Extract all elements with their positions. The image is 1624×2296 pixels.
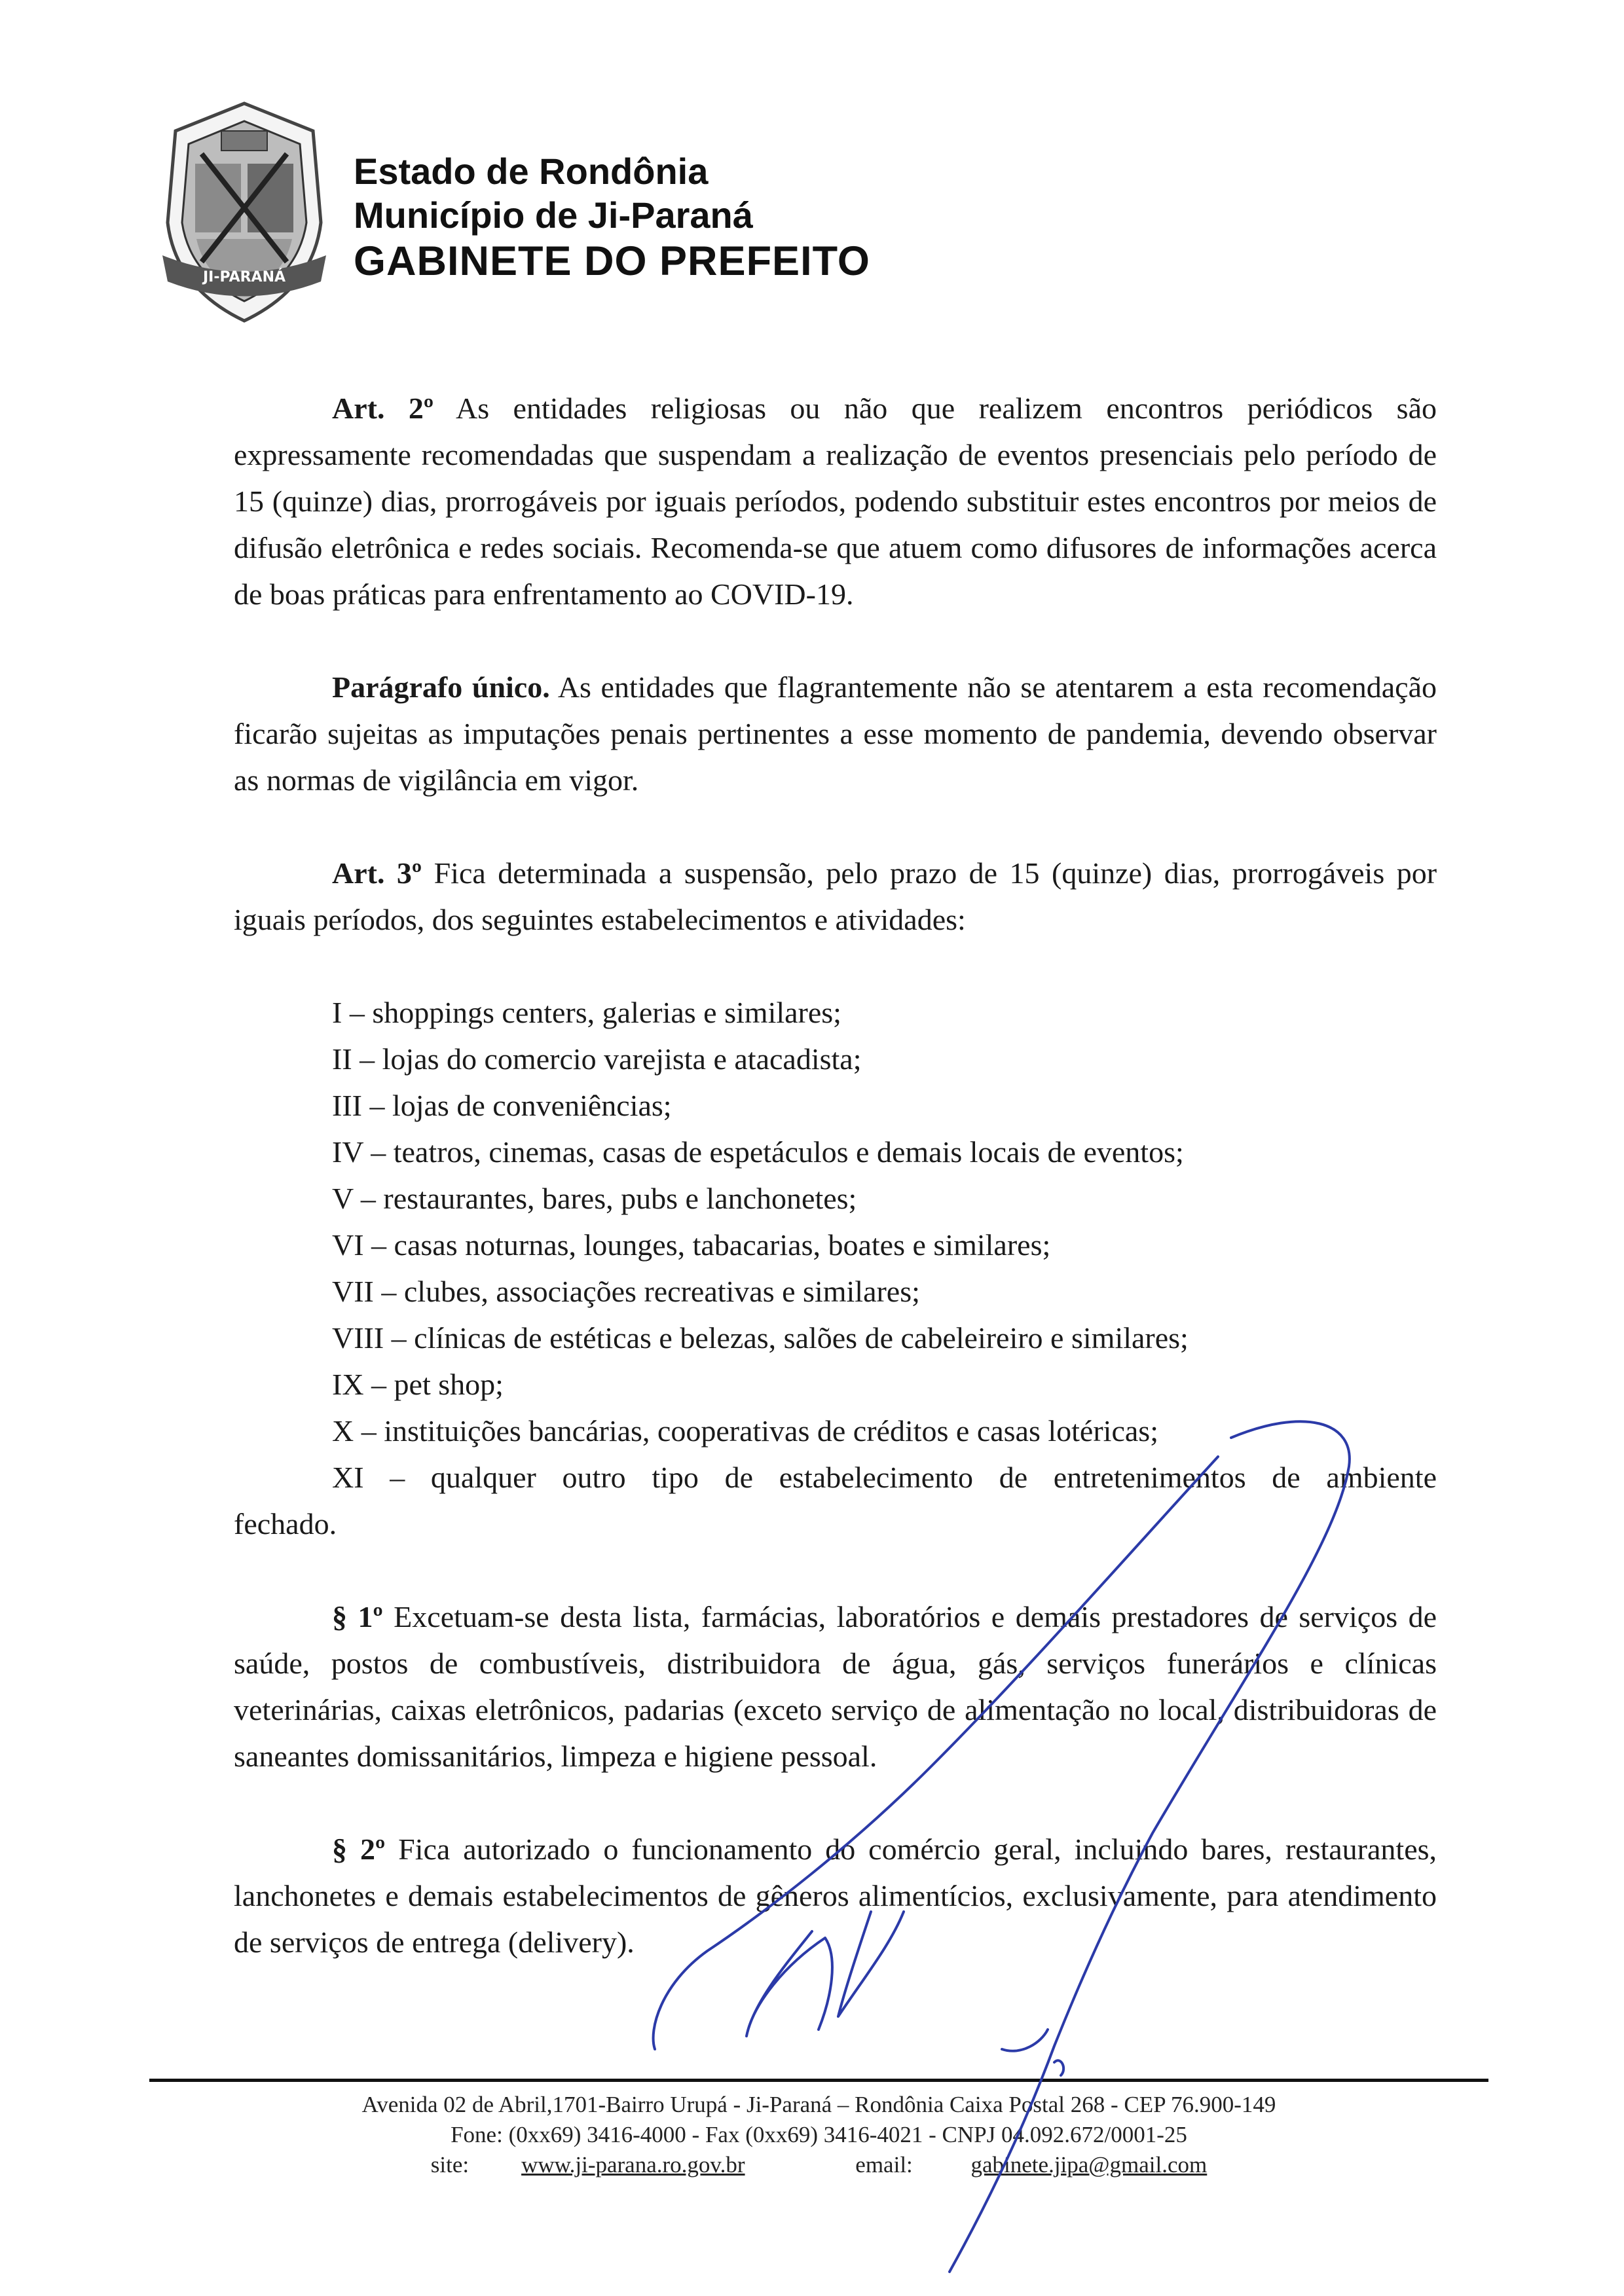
list-item: II – lojas do comercio varejista e atacadista;	[332, 1042, 862, 1076]
footer-contact	[149, 2150, 1488, 2180]
paragraph-2-label: § 2º	[332, 1832, 386, 1866]
list-item: X – instituições bancárias, cooperativas de créditos e casas lotéricas;	[332, 1414, 1158, 1448]
paragraph-2	[234, 1826, 1437, 1965]
list-item: I – shoppings centers, galerias e similares;	[332, 996, 841, 1029]
footer	[149, 2090, 1488, 2180]
list-item: IX – pet shop;	[332, 1368, 504, 1401]
footer-phone: Fone: (0xx69) 3416-4000 - Fax (0xx69) 3416-4021 - CNPJ 04.092.672/0001-25	[451, 2122, 1187, 2147]
establishments-list	[234, 989, 1437, 1501]
article-2-text: As entidades religiosas ou não que realizem encontros periódicos são expressamente recomendadas que suspendam a realização de eventos presenciais pelo período de 15 (quinze) dias, prorrogáveis por iguais períodos, podendo substituir estes encontros por meios de difusão eletrônica e redes sociais. Recomenda-se que atuem como difusores de informações acerca de boas práticas para enfrentamento ao COVID-19.	[234, 392, 1437, 611]
sole-paragraph	[234, 664, 1437, 803]
email-label: email:	[855, 2152, 919, 2178]
list-item: IV – teatros, cinemas, casas de espetáculos e demais locais de eventos;	[332, 1135, 1184, 1169]
list-item: VI – casas noturnas, lounges, tabacarias, boates e similares;	[332, 1228, 1051, 1262]
decree-body	[234, 385, 1437, 1965]
article-3	[234, 850, 1437, 943]
article-3-label: Art. 3º	[332, 856, 422, 890]
list-item: XI – qualquer outro tipo de estabelecimento de entretenimentos de ambiente	[332, 1461, 1437, 1494]
list-item: V – restaurantes, bares, pubs e lanchonetes;	[332, 1182, 857, 1215]
state-name: Estado de Rondônia	[354, 151, 709, 192]
sole-paragraph-text: As entidades que flagrantemente não se atentarem a esta recomendação ficarão sujeitas as imputações penais pertinentes a esse momento de pandemia, devendo observar as normas de vigilância em vigor.	[234, 670, 1437, 797]
crest-banner-text: JI-PARANÁ	[202, 269, 286, 285]
article-2	[234, 385, 1437, 617]
footer-site	[405, 2152, 771, 2178]
footer-divider	[149, 2079, 1488, 2082]
paragraph-1	[234, 1594, 1437, 1779]
letterhead	[354, 149, 870, 287]
site-link[interactable]: www.ji-parana.ro.gov.br	[521, 2152, 745, 2178]
article-3-text: Fica determinada a suspensão, pelo prazo de 15 (quinze) dias, prorrogáveis por iguais períodos, dos seguintes estabelecimentos e atividades:	[234, 856, 1437, 936]
footer-address: Avenida 02 de Abril,1701-Bairro Urupá - Ji-Paraná – Rondônia Caixa Postal 268 - CEP 76.900-149	[361, 2092, 1276, 2117]
sole-paragraph-label: Parágrafo único.	[332, 670, 550, 704]
article-2-label: Art. 2º	[332, 392, 434, 425]
paragraph-1-text: Excetuam-se desta lista, farmácias, laboratórios e demais prestadores de serviços de saúde, postos de combustíveis, distribuidora de água, gás, serviços funerários e clínicas veterinárias, caixas eletrônicos, padarias (exceto serviço de alimentação no local, distribuidoras de saneantes domissanitários, limpeza e higiene pessoal.	[234, 1600, 1437, 1773]
office-name: GABINETE DO PREFEITO	[354, 238, 870, 285]
list-item: VIII – clínicas de estéticas e belezas, salões de cabeleireiro e similares;	[332, 1321, 1189, 1355]
site-label: site:	[430, 2152, 470, 2178]
email-link[interactable]: gabinete.jipa@gmail.com	[970, 2152, 1208, 2178]
municipality-name: Município de Ji-Paraná	[354, 194, 753, 236]
footer-email	[829, 2152, 1233, 2178]
paragraph-2-text: Fica autorizado o funcionamento do comércio geral, incluindo bares, restaurantes, lanchonetes e demais estabelecimentos de gêneros alimentícios, exclusivamente, para atendimento de serviços de entrega (delivery).	[234, 1832, 1437, 1959]
list-item: VII – clubes, associações recreativas e similares;	[332, 1275, 920, 1308]
municipal-crest-logo	[149, 92, 339, 334]
list-item: III – lojas de conveniências;	[332, 1089, 672, 1122]
paragraph-1-label: § 1º	[332, 1600, 383, 1633]
list-item-continuation: fechado.	[234, 1507, 337, 1540]
